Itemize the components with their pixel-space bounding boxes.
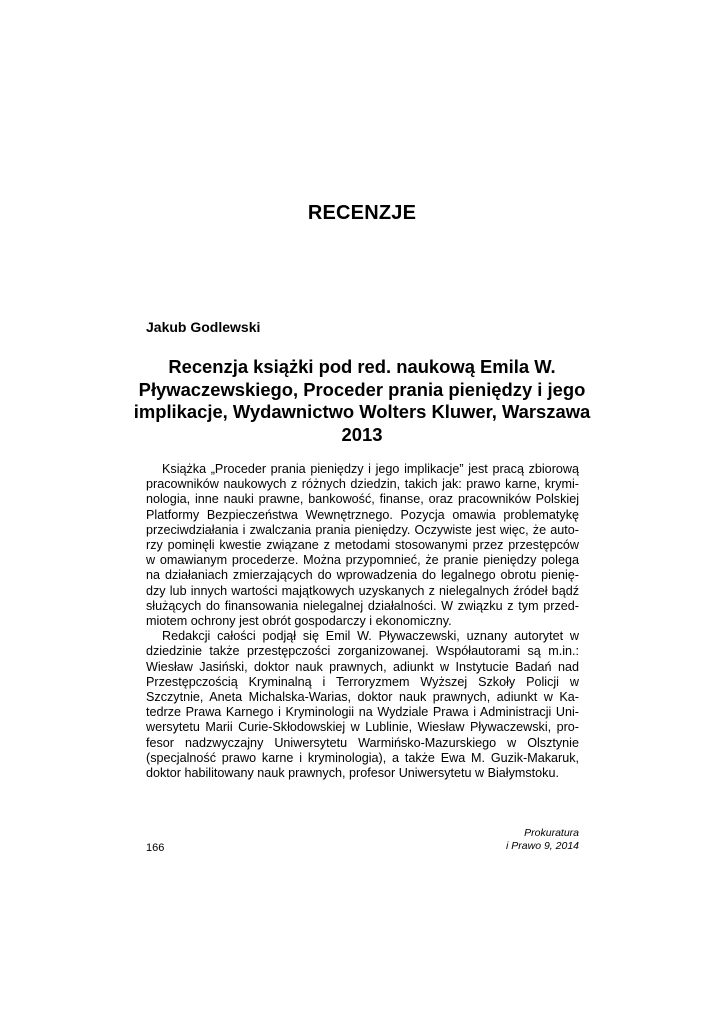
body-paragraph: Książka „Proceder prania pieniędzy i jego implikacje” jest pracą zbiorową pracowników naukowych z różnych dziedzin, takich jak: prawo karne, kryminologia, inne nauki prawne, bankowość, finanse, oraz pracowników Polskiej Platformy Bezpieczeństwa Wewnętrznego. Pozycja omawia problematykę przeciwdziałania i zwalczania prania pieniędzy. Oczywiste jest więc, że autorzy pominęli kwestie związane z metodami stosowanymi przez przestępców w omawianym procederze. Można przypomnieć, że pranie pieniędzy polega na działaniach zmierzających do wprowadzenia do legalnego obrotu pieniędzy lub innych wartości majątkowych uzyskanych z nielegalnych źródeł bądź służących do finansowania nielegalnej działalności. W związku z tym przedmiotem ochrony jest obrót gospodarczy i ekonomiczny.	[146, 462, 579, 629]
article-body	[146, 462, 579, 781]
journal-name: Prokuratura	[524, 827, 579, 839]
article-title: Recenzja książki pod red. naukową Emila W. Pływaczewskiego, Proceder prania pieniędzy i jego implikacje, Wydawnictwo Wolters Kluwer, Warszawa 2013	[133, 356, 591, 446]
journal-footer	[506, 827, 579, 853]
section-heading: RECENZJE	[307, 202, 417, 224]
body-paragraph: Redakcji całości podjął się Emil W. Pływaczewski, uznany autorytet w dziedzinie także przestępczości zorganizowanej. Współautorami są m.in.: Wiesław Jasiński, doktor nauk prawnych, adiunkt w Instytucie Badań nad Przestępczością Kryminalną i Terroryzmem Wyższej Szkoły Policji w Szczytnie, Aneta Michalska-Warias, doktor nauk prawnych, adiunkt w Katedrze Prawa Karnego i Kryminologii na Wydziale Prawa i Administracji Uniwersytetu Marii Curie-Skłodowskiej w Lublinie, Wiesław Pływaczewski, profesor nadzwyczajny Uniwersytetu Warmińsko-Mazurskiego w Olsztynie (specjalność prawo karne i kryminologia), a także Ewa M. Guzik-Makaruk, doktor habilitowany nauk prawnych, profesor Uniwersytetu w Białymstoku.	[146, 629, 579, 781]
journal-issue: i Prawo 9, 2014	[506, 840, 579, 852]
page-number: 166	[146, 842, 165, 854]
author-name: Jakub Godlewski	[146, 319, 261, 335]
